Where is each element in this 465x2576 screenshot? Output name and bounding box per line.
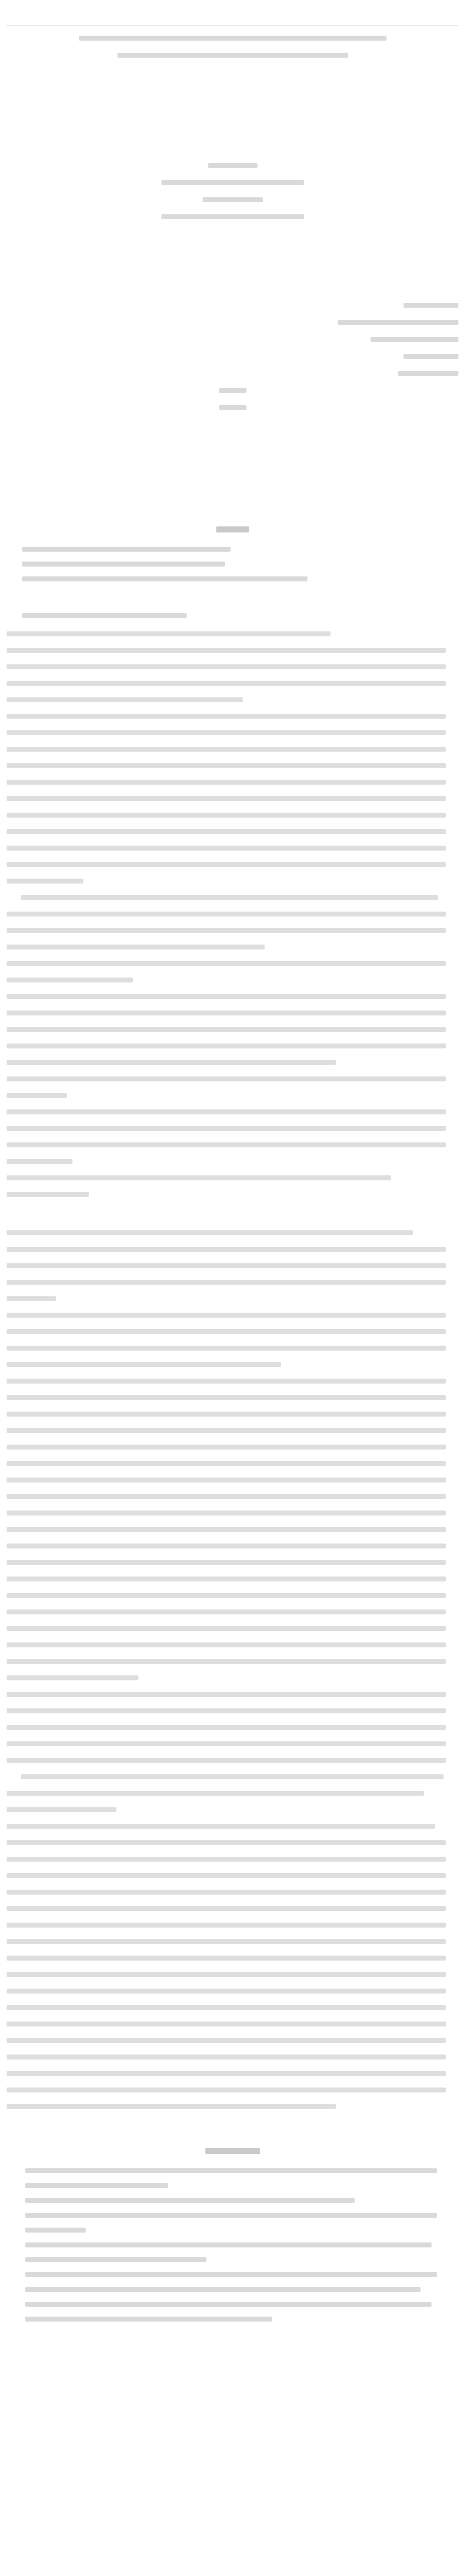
text-line-placeholder	[371, 337, 458, 342]
text-line-placeholder	[7, 1461, 446, 1466]
text-line-placeholder	[7, 2022, 446, 2027]
text-line-placeholder	[25, 2287, 421, 2292]
text-line-placeholder	[203, 197, 263, 202]
text-line-placeholder	[7, 1593, 446, 1598]
text-line-placeholder	[25, 2183, 168, 2188]
text-line-placeholder	[22, 576, 307, 581]
spacer	[7, 422, 458, 526]
text-line-placeholder	[25, 2198, 355, 2203]
text-line-placeholder	[7, 631, 330, 636]
text-line-placeholder	[7, 796, 446, 801]
text-line-placeholder	[7, 1527, 446, 1532]
text-line-placeholder	[7, 1741, 446, 1746]
text-line-placeholder	[25, 2302, 432, 2307]
text-line-placeholder	[22, 613, 187, 618]
text-line-placeholder	[7, 1126, 446, 1131]
text-line-placeholder	[7, 1511, 446, 1515]
text-line-placeholder	[79, 36, 386, 41]
text-line-placeholder	[7, 1263, 446, 1268]
text-line-placeholder	[7, 2071, 446, 2076]
text-line-placeholder	[7, 1824, 435, 1829]
text-line-placeholder	[7, 1027, 446, 1032]
title-page-author-block	[7, 303, 458, 376]
text-line-placeholder	[7, 1609, 446, 1614]
spacer	[7, 2120, 458, 2148]
spacer	[7, 591, 458, 613]
text-line-placeholder	[7, 1313, 446, 1318]
text-line-placeholder	[21, 895, 438, 900]
text-line-placeholder	[25, 2242, 432, 2247]
text-line-placeholder	[7, 1093, 67, 1098]
text-line-placeholder	[7, 912, 446, 917]
text-line-placeholder	[7, 879, 83, 884]
text-line-placeholder	[7, 1395, 446, 1400]
body-text	[7, 613, 458, 2109]
text-line-placeholder	[7, 1362, 281, 1367]
text-line-placeholder	[7, 1956, 446, 1961]
text-line-placeholder	[7, 1692, 446, 1697]
text-line-placeholder	[7, 1989, 446, 1994]
text-line-placeholder	[7, 978, 133, 982]
text-line-placeholder	[22, 547, 231, 552]
text-line-placeholder	[25, 2317, 272, 2322]
spacer	[7, 231, 458, 303]
text-line-placeholder	[7, 829, 446, 834]
text-line-placeholder	[7, 1725, 446, 1730]
spacer	[7, 70, 458, 163]
text-line-placeholder	[338, 320, 458, 325]
text-line-placeholder	[7, 1807, 116, 1812]
text-line-placeholder	[7, 1675, 138, 1680]
table-of-contents	[7, 526, 458, 581]
text-line-placeholder	[117, 53, 348, 58]
title-page-footer	[7, 388, 458, 410]
references	[7, 2148, 458, 2322]
text-line-placeholder	[7, 681, 446, 686]
text-line-placeholder	[7, 1939, 446, 1944]
text-line-placeholder	[7, 1329, 446, 1334]
text-line-placeholder	[208, 163, 257, 168]
text-line-placeholder	[7, 763, 446, 768]
text-line-placeholder	[7, 1642, 446, 1647]
text-line-placeholder	[161, 214, 304, 219]
text-line-placeholder	[7, 780, 446, 785]
title-page-center-block	[7, 163, 458, 219]
text-line-placeholder	[205, 2148, 260, 2154]
text-line-placeholder	[7, 846, 446, 851]
text-line-placeholder	[7, 2055, 446, 2059]
text-line-placeholder	[7, 697, 243, 702]
text-line-placeholder	[7, 1346, 446, 1351]
text-line-placeholder	[7, 730, 446, 735]
text-line-placeholder	[7, 2038, 446, 2043]
text-line-placeholder	[7, 1280, 446, 1285]
text-line-placeholder	[7, 1412, 446, 1417]
text-line-placeholder	[7, 1043, 446, 1048]
text-line-placeholder	[7, 1142, 446, 1147]
text-line-placeholder	[7, 1560, 446, 1565]
title-page-header	[7, 36, 458, 58]
text-line-placeholder	[7, 928, 446, 933]
text-line-placeholder	[7, 1906, 446, 1911]
text-line-placeholder	[25, 2257, 206, 2262]
text-line-placeholder	[7, 1708, 446, 1713]
text-line-placeholder	[7, 1659, 446, 1664]
text-line-placeholder	[7, 1159, 72, 1164]
text-line-placeholder	[7, 664, 446, 669]
text-line-placeholder	[22, 562, 225, 567]
text-line-placeholder	[7, 714, 446, 719]
text-line-placeholder	[7, 1873, 446, 1878]
text-line-placeholder	[161, 180, 304, 185]
text-line-placeholder	[7, 1379, 446, 1384]
text-line-placeholder	[7, 2088, 446, 2092]
text-line-placeholder	[7, 1791, 424, 1796]
text-line-placeholder	[25, 2272, 437, 2277]
text-line-placeholder	[7, 813, 446, 818]
text-line-placeholder	[25, 2168, 437, 2173]
text-line-placeholder	[7, 1576, 446, 1581]
text-line-placeholder	[7, 1840, 446, 1845]
text-line-placeholder	[7, 1923, 446, 1928]
text-line-placeholder	[7, 747, 446, 752]
text-line-placeholder	[25, 2228, 86, 2233]
text-line-placeholder	[25, 2213, 437, 2218]
text-line-placeholder	[7, 1857, 446, 1862]
text-line-placeholder	[7, 1478, 446, 1483]
text-line-placeholder	[7, 945, 265, 950]
text-line-placeholder	[7, 1230, 413, 1235]
text-line-placeholder	[7, 961, 446, 966]
text-line-placeholder	[7, 1890, 446, 1895]
text-line-placeholder	[7, 1972, 446, 1977]
text-line-placeholder	[7, 2005, 446, 2010]
text-line-placeholder	[7, 1175, 391, 1180]
text-line-placeholder	[7, 1428, 446, 1433]
text-line-placeholder	[7, 1445, 446, 1450]
text-line-placeholder	[21, 1774, 444, 1779]
text-line-placeholder	[7, 1494, 446, 1499]
text-line-placeholder	[7, 648, 446, 653]
text-line-placeholder	[7, 1626, 446, 1631]
text-line-placeholder	[7, 862, 446, 867]
text-line-placeholder	[7, 1109, 446, 1114]
text-line-placeholder	[7, 1076, 446, 1081]
text-line-placeholder	[398, 371, 458, 376]
text-line-placeholder	[7, 1060, 336, 1065]
text-line-placeholder	[7, 1544, 446, 1548]
text-line-placeholder	[404, 354, 458, 359]
text-line-placeholder	[7, 2104, 336, 2109]
text-line-placeholder	[7, 1758, 446, 1763]
spacer	[7, 1208, 458, 1230]
text-line-placeholder	[7, 1192, 89, 1197]
page-title	[7, 5, 458, 26]
text-line-placeholder	[7, 1296, 56, 1301]
text-line-placeholder	[7, 1011, 446, 1015]
text-line-placeholder	[7, 1247, 446, 1252]
text-line-placeholder	[219, 405, 246, 410]
text-line-placeholder	[216, 526, 249, 532]
text-line-placeholder	[7, 994, 446, 999]
text-line-placeholder	[404, 303, 458, 308]
text-line-placeholder	[219, 388, 246, 393]
